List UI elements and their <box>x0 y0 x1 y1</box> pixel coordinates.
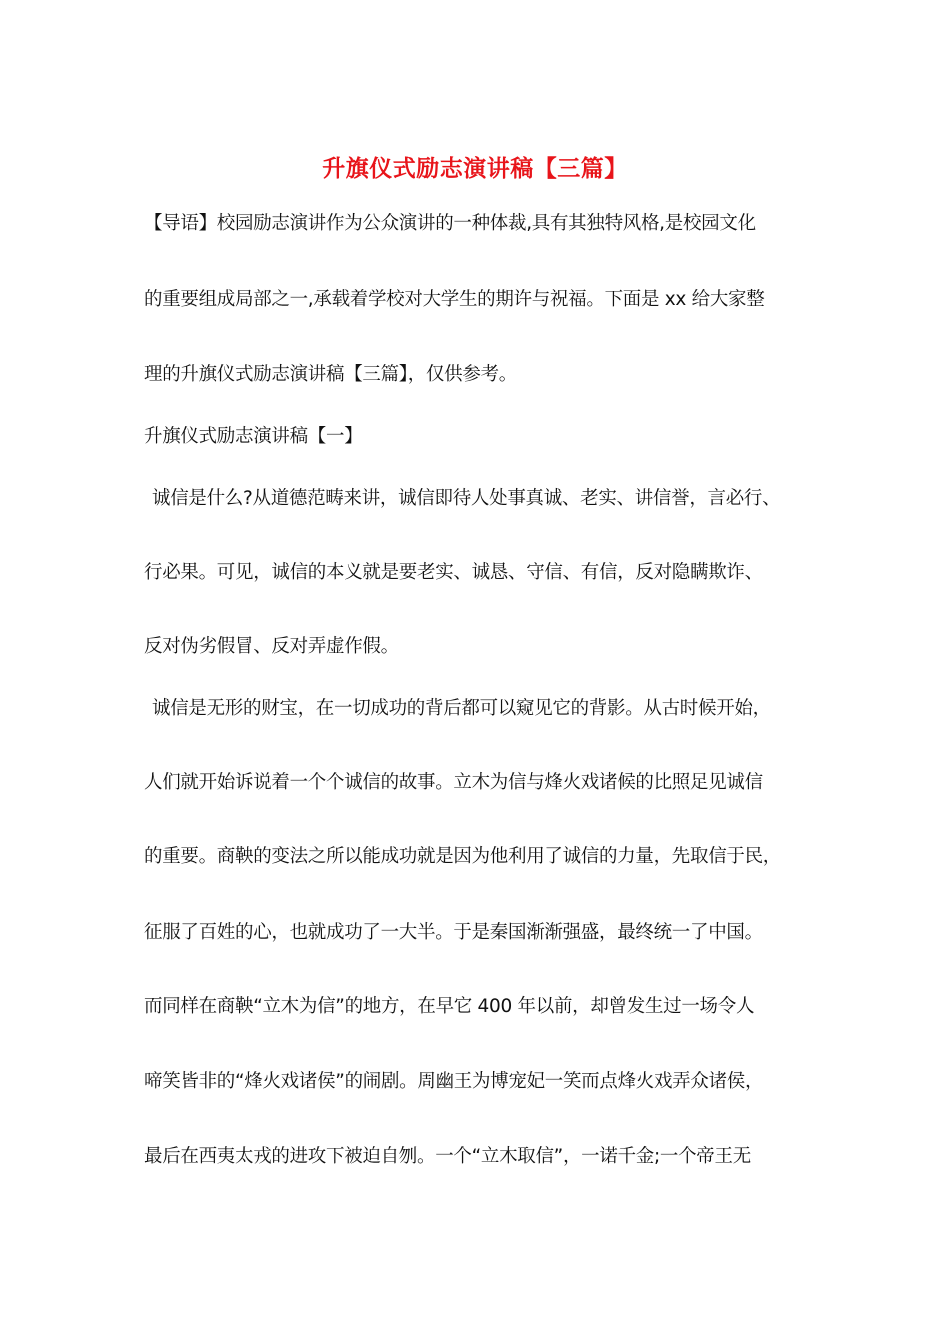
paragraph-2-line-7: 最后在西夷太戎的进攻下被迫自刎。一个“立木取信”，一诺千金;一个帝王无 <box>144 1146 751 1167</box>
paragraph-2-line-1: 诚信是无形的财宝，在一切成功的背后都可以窥见它的背影。从古时候开始， <box>152 698 771 719</box>
paragraph-2-line-2: 人们就开始诉说着一个个诚信的故事。立木为信与烽火戏诸候的比照足见诚信 <box>144 772 763 793</box>
document-title: 升旗仪式励志演讲稿【三篇】 <box>322 155 628 182</box>
paragraph-1-line-2: 行必果。可见，诚信的本义就是要老实、诚恳、守信、有信，反对隐瞒欺诈、 <box>144 562 763 583</box>
paragraph-2-line-3: 的重要。商鞅的变法之所以能成功就是因为他利用了诚信的力量，先取信于民， <box>144 846 782 867</box>
paragraph-1-line-1: 诚信是什么?从道德范畴来讲，诚信即待人处事真诚、老实、讲信誉，言必行、 <box>152 488 781 509</box>
paragraph-2-line-4: 征服了百姓的心，也就成功了一大半。于是秦国渐渐强盛，最终统一了中国。 <box>144 922 763 943</box>
section-heading-1: 升旗仪式励志演讲稿【一】 <box>144 426 363 447</box>
paragraph-2-line-5: 而同样在商鞅“立木为信”的地方，在早它 400 年以前，却曾发生过一场令人 <box>144 996 755 1017</box>
intro-line-1: 【导语】校园励志演讲作为公众演讲的一种体裁,具有其独特风格,是校园文化 <box>144 213 756 234</box>
intro-line-3: 理的升旗仪式励志演讲稿【三篇】，仅供参考。 <box>144 364 517 385</box>
intro-line-2: 的重要组成局部之一,承载着学校对大学生的期许与祝福。下面是 xx 给大家整 <box>144 289 765 310</box>
paragraph-2-line-6: 啼笑皆非的“烽火戏诸侯”的闹剧。周幽王为博宠妃一笑而点烽火戏弄众诸侯， <box>144 1071 764 1092</box>
paragraph-1-line-3: 反对伪劣假冒、反对弄虚作假。 <box>144 636 399 657</box>
